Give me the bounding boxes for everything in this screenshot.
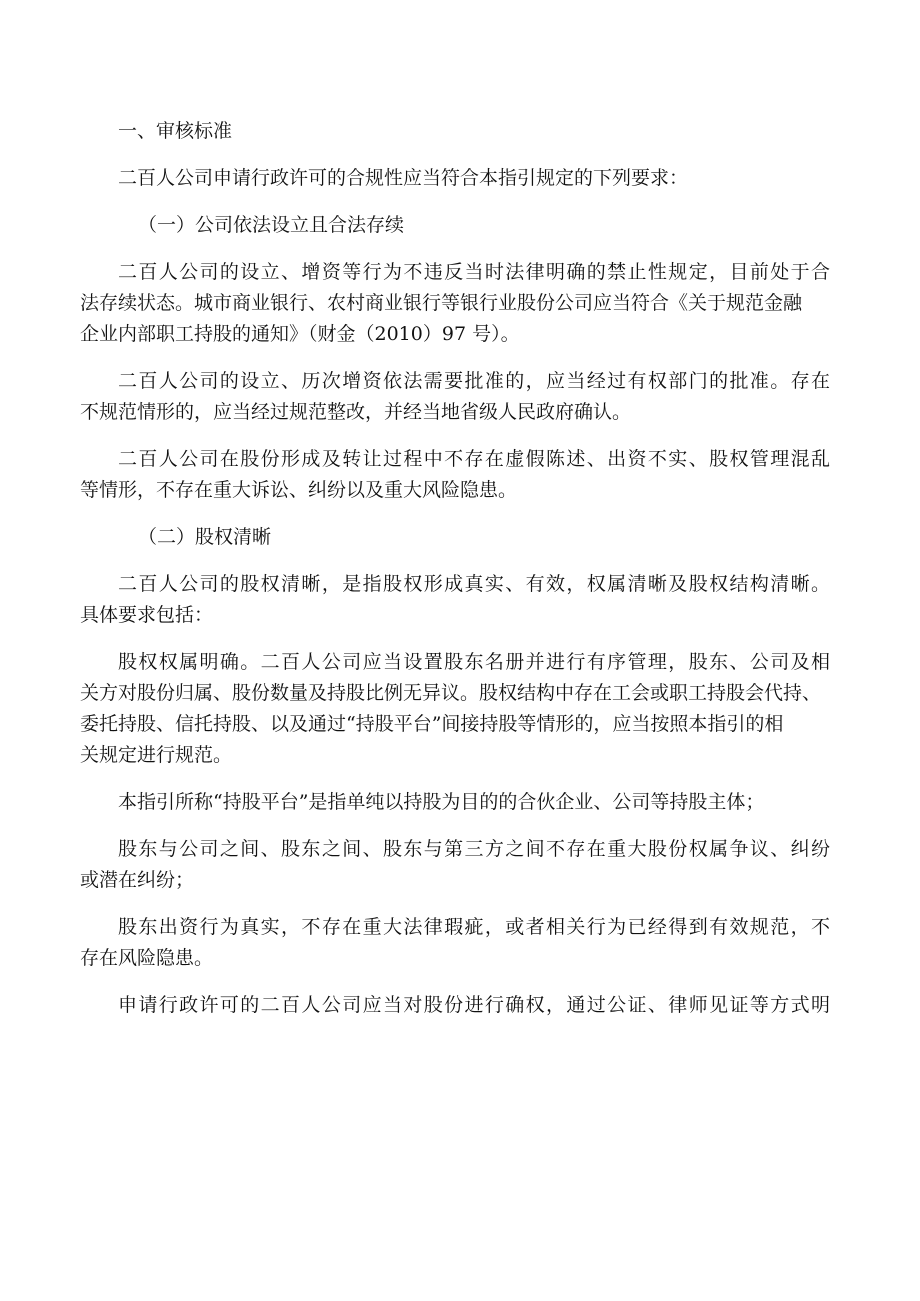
paragraph	[118, 787, 830, 818]
paragraph-intro	[118, 163, 830, 194]
paragraph	[80, 444, 830, 506]
text-line: 股东出资行为真实，不存在重大法律瑕疵，或者相关行为已经得到有效规范，不	[118, 916, 830, 938]
subsection-heading-clear-equity	[118, 522, 830, 553]
text-line: 委托持股、信托持股、以及通过“持股平台”间接持股等情形的，应当按照本指引的相	[80, 713, 784, 735]
text-line: 一、审核标准	[118, 120, 233, 142]
text-line: 股权权属明确。二百人公司应当设置股东名册并进行有序管理，股东、公司及相	[118, 651, 830, 673]
text-line: 本指引所称“持股平台”是指单纯以持股为目的的合伙企业、公司等持股主体；	[118, 791, 765, 813]
text-line: （一）公司依法设立且合法存续	[138, 214, 405, 236]
text-line: 二百人公司在股份形成及转让过程中不存在虚假陈述、出资不实、股权管理混乱	[118, 448, 830, 470]
paragraph	[80, 366, 830, 428]
paragraph	[80, 912, 830, 974]
text-line: 二百人公司的股权清晰，是指股权形成真实、有效，权属清晰及股权结构清晰。	[118, 573, 830, 595]
paragraph	[118, 990, 830, 1021]
text-line: 关规定进行规范。	[80, 744, 233, 766]
text-line: 不规范情形的，应当经过规范整改，并经当地省级人民政府确认。	[80, 401, 632, 423]
text-line: 申请行政许可的二百人公司应当对股份进行确权，通过公证、律师见证等方式明	[118, 994, 830, 1016]
section-heading-audit-standards	[118, 116, 830, 147]
paragraph	[80, 647, 830, 771]
subsection-heading-lawful-establishment	[118, 210, 830, 241]
text-line: 企业内部职工持股的通知》（财金（2010）97 号）。	[80, 323, 520, 345]
text-line: （二）股权清晰	[138, 526, 272, 548]
paragraph	[80, 569, 830, 631]
text-line: 股东与公司之间、股东之间、股东与第三方之间不存在重大股份权属争议、纠纷	[118, 838, 830, 860]
text-line: 或潜在纠纷；	[80, 869, 195, 891]
text-line: 具体要求包括：	[80, 604, 214, 626]
text-line: 二百人公司申请行政许可的合规性应当符合本指引规定的下列要求：	[118, 167, 689, 189]
text-line: 二百人公司的设立、增资等行为不违反当时法律明确的禁止性规定，目前处于合	[118, 261, 830, 283]
paragraph	[80, 257, 830, 350]
text-line: 存在风险隐患。	[80, 947, 214, 969]
text-line: 法存续状态。城市商业银行、农村商业银行等银行业股份公司应当符合《关于规范金融	[80, 292, 803, 314]
text-line: 二百人公司的设立、历次增资依法需要批准的，应当经过有权部门的批准。存在	[118, 370, 830, 392]
text-line: 等情形，不存在重大诉讼、纠纷以及重大风险隐患。	[80, 479, 518, 501]
text-line: 关方对股份归属、股份数量及持股比例无异议。股权结构中存在工会或职工持股会代持、	[80, 682, 822, 704]
document-body	[80, 116, 830, 1021]
paragraph	[80, 834, 830, 896]
